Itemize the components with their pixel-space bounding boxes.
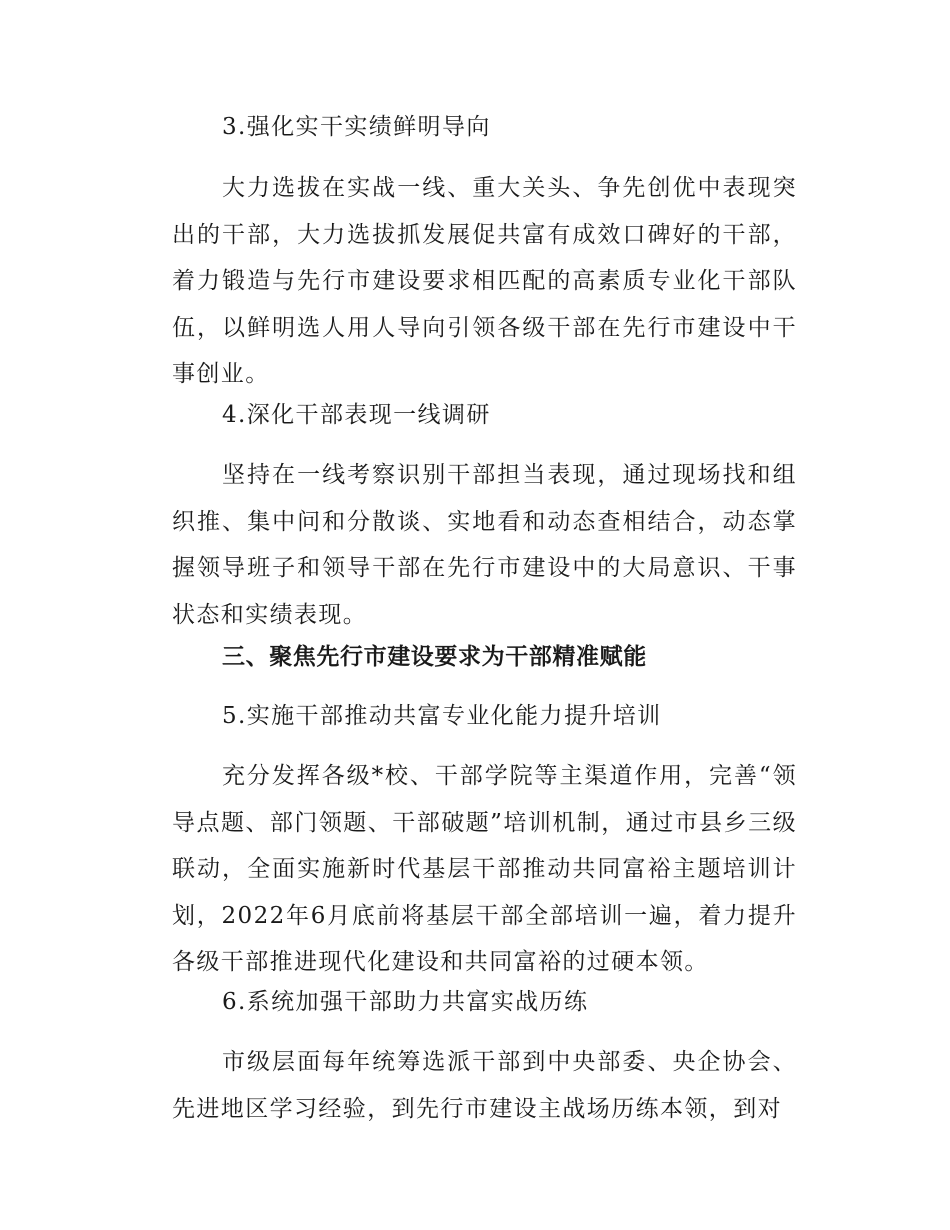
item-5-body: 充分发挥各级*校、干部学院等主渠道作用，完善“领导点题、部门领题、干部破题”培训机制，通过市县乡三级联动，全面实施新时代基层干部推动共同富裕主题培训计划，2022年6月底前将基层干部全部培训一遍，着力提升各级干部推进现代化建设和共同富裕的过硬本领。 — [172, 763, 797, 975]
item-6-body: 市级层面每年统筹选派干部到中央部委、央企协会、先进地区学习经验，到先行市建设主战场历练本领，到对 — [172, 1049, 797, 1122]
item-3-body: 大力选拔在实战一线、重大关头、争先创优中表现突出的干部，大力选拔抓发展促共富有成效口碑好的干部，着力锻造与先行市建设要求相匹配的高素质专业化干部队伍，以鲜明选人用人导向引领各级干部在先行市建设中干事创业。 — [172, 175, 797, 387]
item-6-title: 6.系统加强干部助力共富实战历练 — [222, 989, 589, 1015]
item-4-body: 坚持在一线考察识别干部担当表现，通过现场找和组织推、集中问和分散谈、实地看和动态查相结合，动态掌握领导班子和领导干部在先行市建设中的大局意识、干事状态和实绩表现。 — [172, 462, 797, 628]
item-4-title: 4.深化干部表现一线调研 — [222, 402, 491, 428]
item-3-title: 3.强化实干实绩鲜明导向 — [222, 114, 491, 140]
section-3-heading: 三、聚焦先行市建设要求为干部精准赋能 — [222, 644, 647, 670]
item-5-title: 5.实施干部推动共富专业化能力提升培训 — [222, 703, 662, 729]
